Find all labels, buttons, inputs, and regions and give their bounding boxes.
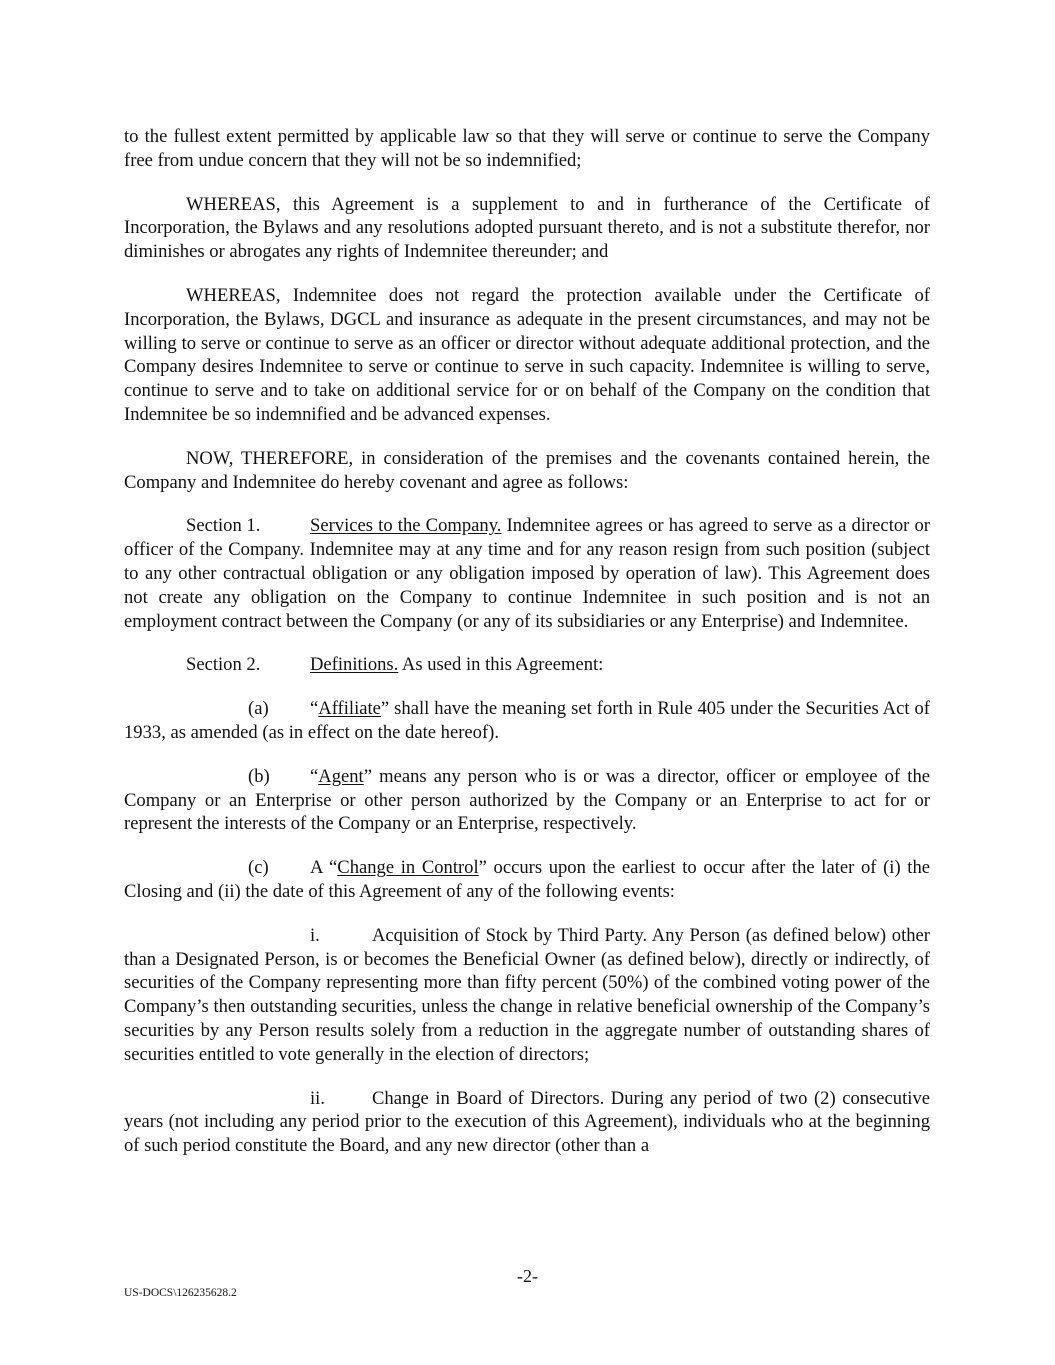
definition-c-text: ” occurs upon the earliest to occur after the later of (i) the Closing and (ii) the date of this Agreement of any of the following events: (124, 857, 930, 902)
document-body (124, 125, 930, 1178)
paragraph-continuation: to the fullest extent permitted by applicable law so that they will serve or continue to serve the Company free from undue concern that they will not be so indemnified; (124, 126, 930, 171)
definition-b (124, 765, 930, 836)
definition-c (124, 856, 930, 904)
subitem-ii (124, 1087, 930, 1158)
definition-a-term: Affiliate (318, 698, 381, 720)
section-1 (124, 514, 930, 633)
subitem-i-text: Acquisition of Stock by Third Party. Any Person (as defined below) other than a Designated Person, is or becomes the Beneficial Owner (as defined below), directly or indirectly, of securities of the Company representing more than fifty percent (50%) of the combined voting power of the Company’s then outstanding securities, unless the change in relative beneficial ownership of the Company’s securities by any Person results solely from a reduction in the aggregate number of outstanding shares of securities entitled to vote generally in the election of directors; (124, 924, 930, 1065)
definition-a (124, 697, 930, 745)
definition-b-term: Agent (318, 765, 364, 787)
section-1-number: Section 1. (186, 515, 261, 537)
definition-a-text: ” shall have the meaning set forth in Rule 405 under the Securities Act of 1933, as amended (as in effect on the date hereof). (124, 698, 930, 743)
section-2-number: Section 2. (186, 654, 261, 676)
document-id: US-DOCS\126235628.2 (124, 1287, 237, 1299)
definition-c-open-quote: A “ (310, 857, 338, 879)
definition-b-text: ” means any person who is or was a director, officer or employee of the Company or an Enterprise or other person authorized by the Company or an Enterprise to act for or represent the interests of the Company or an Enterprise, respectively. (124, 765, 930, 835)
page-number: -2- (517, 1266, 538, 1286)
definition-b-open-quote: “ (310, 765, 319, 787)
section-2-text: As used in this Agreement: (398, 654, 604, 676)
definition-a-label: (a) (248, 698, 269, 720)
definition-a-open-quote: “ (310, 698, 319, 720)
subitem-i (124, 924, 930, 1067)
subitem-ii-label: ii. (310, 1087, 325, 1109)
subitem-ii-text: Change in Board of Directors. During any period of two (2) consecutive years (not including any period prior to the execution of this Agreement), individuals who at the beginning of such period constitute the Board, and any new director (other than a (124, 1087, 930, 1157)
section-1-text: Indemnitee agrees or has agreed to serve as a director or officer of the Company. Indemnitee may at any time and for any reason resign from such position (subject to any other contractual obligation or any obligation imposed by operation of law). This Agreement does not create any obligation on the Company to continue Indemnitee in such position and is not an employment contract between the Company (or any of its subsidiaries or any Enterprise) and Indemnitee. (124, 515, 931, 632)
section-1-heading: Services to the Company. (310, 515, 502, 537)
definition-b-label: (b) (248, 765, 270, 787)
definition-c-label: (c) (248, 857, 269, 879)
whereas-paragraph-1: WHEREAS, this Agreement is a supplement to and in furtherance of the Certificate of Incorporation, the Bylaws and any resolutions adopted pursuant thereto, and is not a substitute therefor, nor diminishes or abrogates any rights of Indemnitee thereunder; and (124, 193, 930, 263)
subitem-i-label: i. (310, 924, 320, 946)
section-2-heading: Definitions. (310, 654, 399, 676)
definition-c-term: Change in Control (337, 857, 479, 879)
now-therefore-paragraph: NOW, THEREFORE, in consideration of the premises and the covenants contained herein, the Company and Indemnitee do hereby covenant and agree as follows: (124, 447, 930, 493)
section-2 (124, 653, 930, 677)
whereas-paragraph-2: WHEREAS, Indemnitee does not regard the protection available under the Certificate of Incorporation, the Bylaws, DGCL and insurance as adequate in the present circumstances, and may not be willing to serve or continue to serve as an officer or director without adequate additional protection, and the Company desires Indemnitee to serve or continue to serve in such capacity. Indemnitee is willing to serve, continue to serve and to take on additional service for or on behalf of the Company on the condition that Indemnitee be so indemnified and be advanced expenses. (124, 284, 930, 425)
